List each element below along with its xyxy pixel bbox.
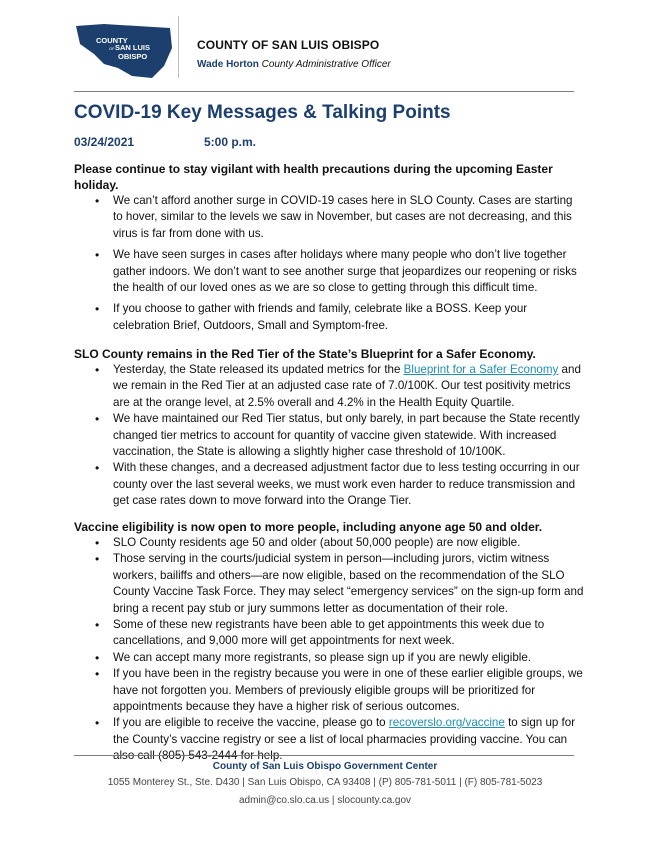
footer-rule [74,755,574,756]
bullet-list [74,535,584,765]
list-item: • Those serving in the courts/judicial system in person—including jurors, victim witness workers, bailiffs and others—are now eligible, based on the recommendation of the SLO County Vaccine Task Force. They may select “emergency services” on the sign-up form and bring a recent pay stub or jury summons letter as documentation of their role. [74,551,584,617]
list-item: • If you choose to gather with friends and family, celebrate like a BOSS. Keep your celebration Brief, Outdoors, Small and Symptom-free. [74,301,584,334]
officer-name: Wade Horton [197,59,259,70]
footer [0,760,650,810]
document-time: 5:00 p.m. [204,135,257,149]
document-title: COVID-19 Key Messages & Talking Points [74,102,451,123]
list-item-text: to sign up for the County’s vaccine registry or see a list of local pharmacies providing vaccine. You can [113,716,576,746]
county-logo [74,22,174,80]
header-divider [178,16,179,78]
logo-text-of: OF [109,46,115,51]
bullet-list [74,193,584,334]
list-item: • With these changes, and a decreased adjustment factor due to less testing occurring in our county over the last several weeks, we must work even harder to reduce transmission and get case rates down to move forward into the Orange Tier. [74,460,584,509]
footer-address: 1055 Monterey St., Ste. D430 | San Luis Obispo, CA 93408 | (P) 805-781-5011 | (F) 805-781-5023 [107,777,543,788]
list-item: • We can’t afford another surge in COVID-19 cases here in SLO County. Cases are starting to hover, similar to the levels we saw in November, but cases are not decreasing, and this virus is far from done with us. [74,193,584,242]
list-item: • If you have been in the registry because you were in one of these earlier eligible groups, we have not forgotten you. Members of previously eligible groups will be prioritized for appointments because they have a higher risk of serious outcomes. [74,666,584,715]
header-rule [74,91,574,92]
footer-title: County of San Luis Obispo Government Center [212,761,438,772]
section-heading: Vaccine eligibility is now open to more people, including anyone age 50 and older. [74,520,543,534]
list-item-text: Yesterday, the State released its updated metrics for the [113,363,404,376]
list-item-text: and we remain in the Red Tier at an adjusted case rate of 7.0/100K. Our test positivity metrics are at the orange level, at 2.5% overall and 4.2% in the Health Equity Quartile. [113,363,581,409]
section-heading: Please continue to stay vigilant with health precautions during the upcoming Easter holiday. [74,162,553,192]
list-item [74,362,584,411]
list-item: • We can accept many more registrants, so please sign up if you are newly eligible. [74,650,584,666]
logo-text-county: COUNTY [96,36,128,45]
section-vaccine-eligibility [74,519,584,765]
document-date: 03/24/2021 [74,135,135,149]
section-easter [74,161,584,339]
vaccine-registry-link[interactable]: recoverslo.org/vaccine [388,716,505,730]
list-item: • SLO County residents age 50 and older (about 50,000 people) are now eligible. [74,535,584,551]
list-item: • We have maintained our Red Tier status, but only barely, in part because the State recently changed tier metrics to account for quantity of vaccine given statewide. With increased vaccination, the State is allowing a slightly higher case threshold of 10/100K. [74,411,584,460]
logo-text-obispo: OBISPO [118,52,148,61]
list-item: • Some of these new registrants have been able to get appointments this week due to cancellations, and 9,000 more will get appointments for next week. [74,617,584,650]
section-red-tier [74,346,584,510]
org-name: COUNTY OF SAN LUIS OBISPO [197,38,380,52]
blueprint-link[interactable]: Blueprint for a Safer Economy [403,363,559,376]
list-item-text: If you are eligible to receive the vaccine, please go to [113,716,389,730]
officer-line [197,59,391,70]
bullet-list [74,362,584,510]
list-item: • We have seen surges in cases after holidays where many people who don’t live together gather indoors. We don’t want to see another surge that jeopardizes our reopening or risks the health of our loved ones as we are so close to getting through this difficult time. [74,247,584,296]
section-heading: SLO County remains in the Red Tier of the State’s Blueprint for a Safer Economy. [74,347,536,361]
logo-text-san-luis: SAN LUIS [115,43,151,52]
list-item [74,715,584,764]
letterhead [0,0,650,95]
footer-contact: admin@co.slo.ca.us | slocounty.ca.gov [238,795,412,806]
dateline [74,135,257,149]
officer-title: County Administrative Officer [261,59,391,70]
